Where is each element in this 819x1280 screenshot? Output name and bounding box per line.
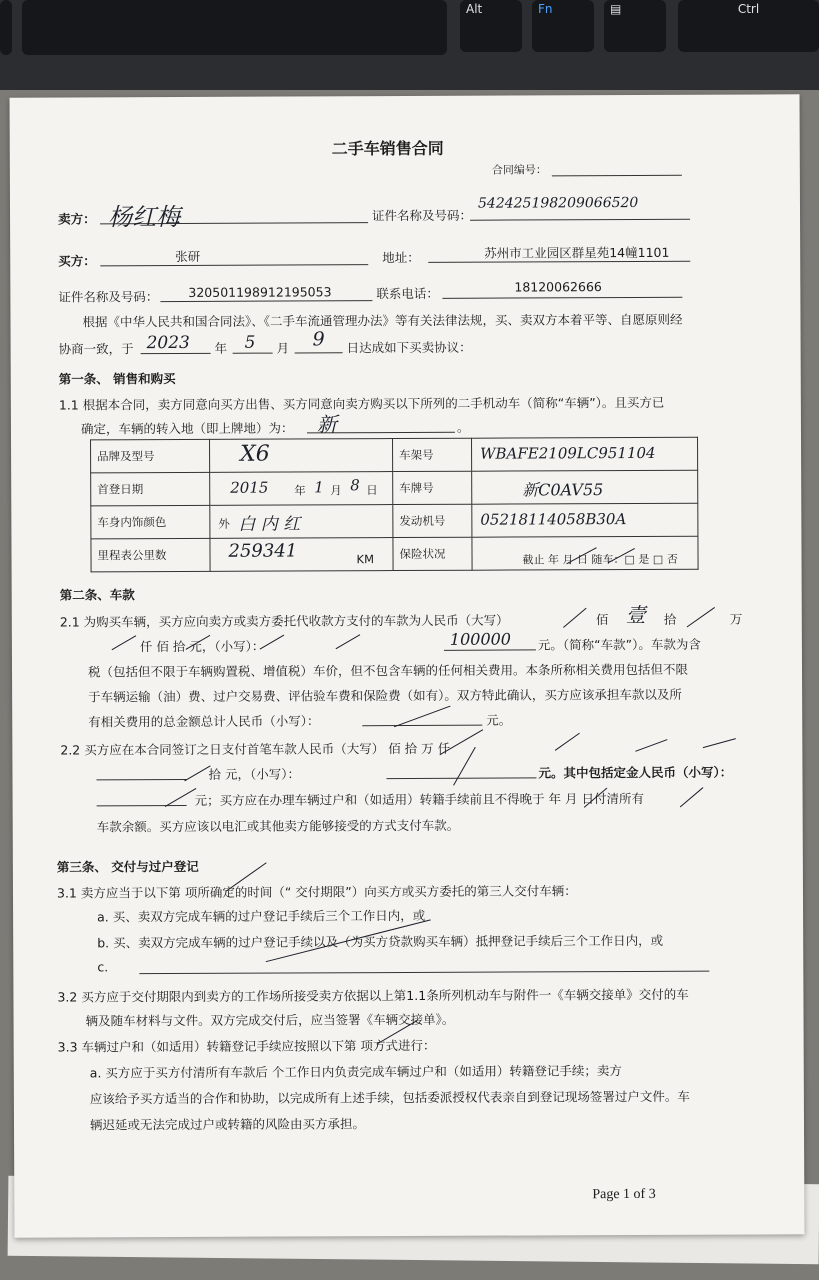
plate-label: 车牌号 [393, 471, 472, 504]
article-2-1f: 有相关费用的总金额总计人民币（小写）： [88, 713, 320, 730]
amount-strike-1 [563, 608, 587, 628]
first-payment-strike-4 [703, 738, 736, 748]
reg-year-handwritten: 2015 [230, 478, 269, 497]
mileage-value-handwritten: 259341 [228, 540, 298, 562]
article-2-1a: 2.1 为购买车辆，买方应向卖方或卖方委托代收款方支付的车款为人民币（大写） [59, 612, 509, 630]
seller-label: 卖方： [58, 211, 96, 227]
article-3-3b: 应该给予买方适当的合作和协助，以完成所有上述手续，包括委派授权代表亲自到登记现场签署过户文件。车 [89, 1088, 690, 1107]
amount-strike-6 [336, 634, 361, 649]
deposit-line [97, 805, 187, 806]
article-2-1b: 仟 佰 拾 元，（小写）： [139, 638, 265, 655]
article-1-title: 第一条、 销售和购买 [58, 371, 176, 387]
intro-line-2b: 年 [214, 340, 228, 356]
menu-key-icon: ▤ [610, 2, 622, 16]
color-value-handwritten: 白 内 红 [238, 514, 301, 535]
reg-month-unit: 月 [330, 483, 342, 498]
brand-label: 品牌及型号 [91, 439, 210, 473]
reg-date-cell [210, 472, 393, 506]
address-label: 地址： [382, 249, 420, 266]
amount-strike-2 [687, 607, 715, 627]
engine-value-cell [472, 503, 698, 537]
payoff-date-strike-2 [680, 787, 704, 807]
amount-numeric-line [444, 649, 536, 650]
color-prefix: 外 [218, 516, 230, 531]
contract-no-label: 合同编号： [491, 163, 547, 177]
article-3-3a: a. 买方应于买方付清所有车款后 个工作日内负责完成车辆过户和（如适用）转籍登记手续；卖方 [89, 1063, 622, 1081]
article-2-1-shi: 拾 [663, 611, 677, 627]
insurance-text: 截止 年 月 日 随车：□ 是 □ 否 [522, 552, 678, 567]
article-3-2b: 辆及随车材料与文件。双方完成交付后，应当签署《车辆交接单》。 [85, 1011, 455, 1029]
article-2-1g: 元。 [486, 712, 512, 728]
first-payment-numeric-line [386, 777, 536, 779]
registration-place-handwritten: 新 [316, 412, 337, 437]
key-edge [0, 0, 12, 55]
contract-page [10, 94, 805, 1237]
color-label: 车身内饰颜色 [91, 505, 210, 539]
article-2-1e: 于车辆运输（油）费、过户交易费、评估验车费和保险费（如有）。双方特此确认，买方应该承担车款以及所 [88, 686, 682, 705]
article-2-2a: 2.2 买方应在本合同签订之日支付首笔车款人民币（大写） 佰 拾 万 仟 [60, 740, 451, 758]
buyer-id-line [160, 300, 372, 302]
engine-label: 发动机号 [393, 504, 472, 537]
contract-no-line [552, 175, 682, 177]
article-2-1d: 税（包括但不限于车辆购置税、增值税）车价，但不包含车辆的任何相关费用。本条所称相关费用包括但不限 [87, 661, 689, 680]
article-3-2a: 3.2 买方应于交付期限内到卖方的工作场所接受卖方依据以上第1.1条所列机动车与附件一《车辆交接单》交付的车 [57, 986, 689, 1005]
page-number: Page 1 of 3 [592, 1186, 656, 1203]
article-2-title: 第二条、车款 [59, 587, 135, 603]
article-2-1-bai: 佰 [595, 612, 609, 628]
contract-title: 二手车销售合同 [331, 138, 444, 159]
article-2-2c: 元。其中包括定金人民币（小写）： [538, 764, 733, 781]
key-menu [604, 0, 666, 52]
intro-line-2d: 日达成如下买卖协议： [346, 339, 472, 356]
article-1-1c: 。 [456, 419, 470, 435]
first-payment-strike-5 [184, 765, 210, 781]
buyer-label: 买方： [58, 253, 96, 269]
buyer-id-label: 证件名称及号码： [58, 289, 159, 305]
buyer-name: 张研 [175, 248, 201, 265]
intro-day-line [295, 352, 343, 353]
intro-month-handwritten: 5 [244, 332, 256, 353]
plate-value-handwritten: 新C0AV55 [522, 480, 604, 500]
reg-year-unit: 年 [294, 483, 306, 498]
article-3-1b: b. 买、卖双方完成车辆的过户登记手续以及（为买方贷款购买车辆）抵押登记手续后三个工作日内，或 [97, 932, 664, 951]
plate-value-cell [472, 470, 698, 504]
amount-strike-3 [112, 635, 137, 650]
article-3-3: 3.3 车辆过户和（如适用）转籍登记手续应按照以下第 项方式进行： [57, 1037, 436, 1055]
article-1-1b: 确定，车辆的转入地（即上牌地）为： [80, 420, 294, 437]
seller-id-handwritten: 542425198209066520 [477, 194, 639, 212]
buyer-phone: 18120062666 [514, 279, 602, 295]
key-ctrl-label: Ctrl [737, 2, 760, 16]
article-3-title: 第三条、 交付与过户登记 [56, 858, 199, 875]
mileage-unit: KM [356, 552, 375, 567]
article-2-2e: 车款余额。买方应该以电汇或其他卖方能够接受的方式支付车款。 [96, 817, 460, 835]
first-payment-strike-3 [635, 739, 667, 752]
table-row [91, 536, 698, 572]
buyer-line [100, 264, 368, 266]
article-2-2b: 拾 元，（小写）： [208, 766, 300, 782]
intro-month-line [233, 353, 273, 354]
mileage-value-cell [210, 538, 393, 572]
insurance-value-cell [472, 536, 698, 570]
table-row [91, 503, 698, 539]
phone-label: 联系电话： [376, 285, 439, 302]
vin-label: 车架号 [393, 438, 472, 471]
amount-digit-handwritten: 壹 [625, 602, 646, 628]
total-fees-line [362, 725, 482, 727]
key-ctrl [678, 0, 819, 52]
reg-date-label: 首登日期 [91, 472, 210, 506]
first-payment-strike-6 [453, 747, 476, 786]
reg-month-handwritten: 1 [314, 478, 324, 497]
table-row [91, 470, 698, 506]
seller-id-label: 证件名称及号码： [372, 207, 473, 224]
intro-line-2a: 协商一致，于 [58, 341, 134, 357]
key-alt-label: Alt [466, 2, 483, 16]
phone-line [442, 297, 682, 299]
intro-line-1: 根据《中华人民共和国合同法》、《二手车流通管理办法》等有关法律法规，买、卖双方本着平等、自愿原则经 [82, 311, 683, 330]
mileage-label: 里程表公里数 [91, 538, 210, 572]
vehicle-info-table [90, 437, 699, 573]
amount-numeric-handwritten: 100000 [449, 629, 512, 649]
intro-year-handwritten: 2023 [146, 332, 190, 354]
buyer-id: 320501198912195053 [188, 284, 332, 300]
buyer-address: 苏州市工业园区群星苑14幢1101 [484, 244, 670, 261]
article-3-1: 3.1 卖方应当于以下第 项所确定的时间（“ 交付期限”）向买方或买方委托的第三人交付车辆： [56, 883, 577, 901]
key-spacebar [22, 0, 447, 55]
brand-value-cell [210, 439, 393, 473]
article-1-1a: 1.1 根据本合同，卖方同意向买方出售、买方同意向卖方购买以下所列的二手机动车（简称“车辆”）。且买方已 [58, 394, 665, 413]
color-value-cell [210, 505, 393, 539]
insurance-label: 保险状况 [393, 537, 472, 570]
article-2-1-wan: 万 [729, 611, 743, 627]
key-alt [460, 0, 522, 52]
key-fn [532, 0, 594, 52]
vin-value-cell [472, 437, 698, 471]
laptop-keyboard [0, 0, 819, 90]
article-3-1c: c. [97, 959, 109, 975]
brand-value-handwritten: X6 [240, 441, 270, 467]
vin-value-handwritten: WBAFE2109LC951104 [480, 443, 656, 463]
seller-id-line [470, 219, 690, 221]
option-c-line [139, 971, 709, 974]
first-payment-strike-2 [555, 733, 580, 751]
seller-name-handwritten: 杨红梅 [107, 202, 181, 232]
intro-day-handwritten: 9 [312, 328, 325, 351]
first-payment-line-1 [96, 779, 186, 780]
table-row [91, 437, 698, 473]
article-3-1a: a. 买、卖双方完成车辆的过户登记手续后三个工作日内，或 [97, 907, 426, 925]
engine-value-handwritten: 05218114058B30A [480, 510, 627, 529]
reg-day-handwritten: 8 [350, 476, 360, 495]
article-3-3c: 辆迟延或无法完成过户或转籍的风险由买方承担。 [89, 1116, 366, 1133]
intro-line-2c: 月 [276, 340, 290, 356]
key-fn-label: Fn [538, 2, 553, 16]
reg-day-unit: 日 [366, 483, 378, 498]
article-2-2d: 元；买方应在办理车辆过户和（如适用）转籍手续前且不得晚于 年 月 日付清所有 [194, 790, 645, 808]
article-2-1c: 元。（简称“车款”）。车款为含 [537, 636, 701, 653]
